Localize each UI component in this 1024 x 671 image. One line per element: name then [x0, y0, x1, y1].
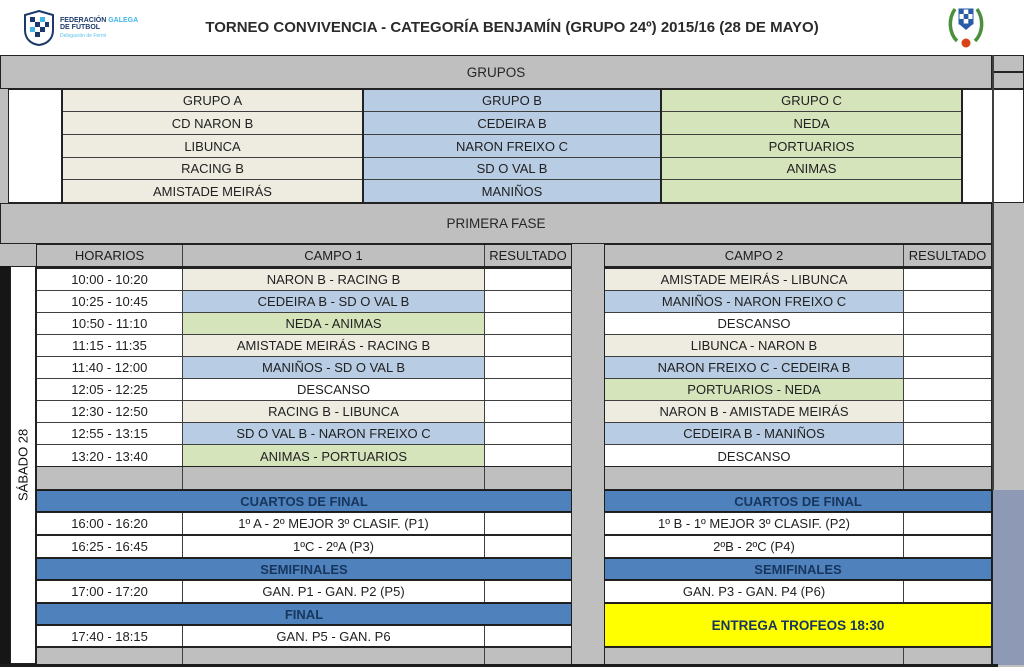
table-row — [605, 445, 991, 467]
empty-cell — [37, 648, 183, 664]
final-label: FINAL — [284, 606, 324, 622]
group-header: GRUPO B — [364, 90, 660, 112]
campo1-schedule-table — [36, 268, 572, 466]
team-cell: PORTUARIOS — [662, 135, 961, 158]
team-cell: LIBUNCA — [63, 135, 362, 158]
resultado-header: RESULTADO — [904, 245, 991, 266]
cuartos-label: CUARTOS DE FINAL — [240, 493, 368, 509]
result-cell — [904, 401, 991, 422]
team-cell: RACING B — [63, 158, 362, 180]
match-cell: NARON B - RACING B — [183, 269, 485, 290]
group-c-column — [661, 89, 962, 203]
result-cell — [904, 291, 991, 312]
team-cell: AMISTADE MEIRÁS — [153, 183, 272, 199]
quarterfinal-row — [604, 535, 992, 558]
result-cell — [904, 379, 991, 400]
result-cell — [485, 581, 571, 602]
semifinales-band-right — [604, 558, 992, 580]
table-row — [37, 291, 571, 313]
day-label: SÁBADO 28 — [10, 266, 36, 664]
match-cell: GAN. P3 - GAN. P4 (P6) — [605, 581, 904, 602]
match-cell: 2ºB - 2ºC (P4) — [605, 536, 904, 557]
wreath-crest-icon — [946, 4, 986, 50]
result-cell — [904, 445, 991, 467]
table-row — [605, 379, 991, 401]
cuartos-label: CUARTOS DE FINAL — [734, 493, 862, 509]
campo2-header: CAMPO 2 — [605, 245, 904, 266]
result-cell — [485, 626, 571, 646]
empty-cell — [183, 648, 485, 664]
horarios-header: HORARIOS — [37, 245, 183, 266]
match-cell: 1º A - 2º MEJOR 3º CLASIF. (P1) — [183, 513, 485, 534]
cuartos-band-left — [36, 490, 572, 512]
bottom-gray-row — [36, 647, 572, 665]
time-cell: 16:25 - 16:45 — [37, 536, 183, 557]
table-row — [605, 313, 991, 335]
time-cell: 17:40 - 18:15 — [37, 626, 183, 646]
match-cell: AMISTADE MEIRÁS - RACING B — [183, 335, 485, 356]
result-cell — [485, 379, 571, 400]
table-row — [605, 423, 991, 445]
cuartos-band-right — [604, 490, 992, 512]
table-row — [37, 401, 571, 423]
empty-cell — [37, 467, 183, 489]
trophy-label: ENTREGA TROFEOS 18:30 — [711, 617, 885, 633]
match-cell: LIBUNCA - NARON B — [605, 335, 904, 356]
day-bar — [0, 266, 10, 667]
result-cell — [904, 335, 991, 356]
match-cell: GAN. P1 - GAN. P2 (P5) — [183, 581, 485, 602]
match-cell: NARON FREIXO C - CEDEIRA B — [605, 357, 904, 378]
table-row — [37, 445, 571, 467]
grupos-band-corner — [992, 55, 1024, 72]
table-row — [37, 357, 571, 379]
match-cell: GAN. P5 - GAN. P6 — [183, 626, 485, 646]
result-cell — [485, 445, 571, 467]
team-cell: CEDEIRA B — [364, 112, 660, 135]
team-cell: NEDA — [662, 112, 961, 135]
match-cell: PORTUARIOS - NEDA — [605, 379, 904, 400]
table-row — [605, 357, 991, 379]
time-cell: 11:15 - 11:35 — [37, 335, 183, 356]
semifinal-row — [604, 580, 992, 603]
result-cell — [485, 401, 571, 422]
empty-cell — [605, 467, 904, 489]
bottom-white-margin — [0, 667, 1024, 671]
grupos-label: GRUPOS — [466, 64, 526, 80]
time-cell: 13:20 - 13:40 — [37, 445, 183, 467]
team-cell: NARON FREIXO C — [364, 135, 660, 158]
semifinales-band-left — [36, 558, 572, 580]
empty-cell — [904, 467, 991, 489]
grupos-section-band — [0, 55, 992, 89]
match-cell: RACING B - LIBUNCA — [183, 401, 485, 422]
table-row — [605, 401, 991, 423]
time-cell: 11:40 - 12:00 — [37, 357, 183, 378]
result-cell — [485, 269, 571, 290]
match-cell: MANIÑOS - NARON FREIXO C — [605, 291, 904, 312]
result-cell — [904, 513, 991, 534]
group-a-column — [62, 89, 363, 203]
semifinales-label: SEMIFINALES — [754, 561, 842, 577]
left-table-header — [36, 244, 572, 268]
empty-cell — [904, 648, 991, 664]
match-cell: 1º B - 1º MEJOR 3º CLASIF. (P2) — [605, 513, 904, 534]
primera-fase-label: PRIMERA FASE — [446, 216, 546, 231]
result-cell — [485, 357, 571, 378]
bottom-gray-row — [604, 647, 992, 665]
campo2-schedule-table — [604, 268, 992, 466]
time-cell: 10:50 - 11:10 — [37, 313, 183, 334]
separator-row — [604, 466, 992, 490]
group-header: GRUPO C — [662, 90, 961, 112]
right-table-header — [604, 244, 992, 268]
result-cell — [485, 536, 571, 557]
result-cell — [904, 313, 991, 334]
match-cell: DESCANSO — [605, 313, 904, 334]
table-row — [37, 269, 571, 291]
table-row — [37, 335, 571, 357]
quarterfinal-row — [36, 535, 572, 558]
table-row — [37, 313, 571, 335]
right-margin-divider — [992, 55, 994, 490]
primera-fase-band — [0, 203, 992, 244]
campo1-header: CAMPO 1 — [183, 245, 485, 266]
result-cell — [485, 423, 571, 444]
match-cell: SD O VAL B - NARON FREIXO C — [183, 423, 485, 444]
team-cell: MANIÑOS — [481, 183, 543, 199]
quarterfinal-row — [36, 512, 572, 535]
header-row — [0, 0, 1024, 55]
semifinal-row — [36, 580, 572, 603]
result-cell — [485, 513, 571, 534]
page-title: TORNEO CONVIVENCIA - CATEGORÍA BENJAMÍN (GRUPO 24º) 2015/16 (28 DE MAYO) — [205, 19, 819, 36]
result-cell — [904, 536, 991, 557]
right-margin-strip — [992, 490, 1024, 665]
match-cell: ANIMAS - PORTUARIOS — [183, 445, 485, 467]
result-cell — [904, 581, 991, 602]
match-cell: DESCANSO — [183, 379, 485, 400]
time-cell: 16:00 - 16:20 — [37, 513, 183, 534]
match-cell: DESCANSO — [605, 445, 904, 467]
match-cell: AMISTADE MEIRÁS - LIBUNCA — [605, 269, 904, 290]
team-cell: CD NARON B — [63, 112, 362, 135]
result-cell — [904, 423, 991, 444]
empty-cell — [605, 648, 904, 664]
team-cell: SD O VAL B — [364, 158, 660, 180]
resultado-header: RESULTADO — [485, 245, 571, 266]
group-header: GRUPO A — [63, 90, 362, 112]
team-cell — [662, 180, 961, 202]
table-row — [605, 291, 991, 313]
team-cell: ANIMAS — [662, 158, 961, 180]
time-cell: 12:55 - 13:15 — [37, 423, 183, 444]
semifinales-label: SEMIFINALES — [260, 561, 348, 577]
time-cell: 12:30 - 12:50 — [37, 401, 183, 422]
result-cell — [904, 357, 991, 378]
time-cell: 10:00 - 10:20 — [37, 269, 183, 290]
final-band — [36, 603, 572, 625]
result-cell — [485, 291, 571, 312]
result-cell — [904, 269, 991, 290]
empty-cell — [485, 648, 571, 664]
groups-left-filler-cell — [8, 89, 62, 203]
empty-cell — [183, 467, 485, 489]
time-cell: 10:25 - 10:45 — [37, 291, 183, 312]
match-cell: NEDA - ANIMAS — [183, 313, 485, 334]
match-cell: MANIÑOS - SD O VAL B — [183, 357, 485, 378]
quarterfinal-row — [604, 512, 992, 535]
empty-cell — [485, 467, 571, 489]
grupos-band-corner — [992, 72, 1024, 89]
match-cell: NARON B - AMISTADE MEIRÁS — [605, 401, 904, 422]
match-cell: 1ºC - 2ºA (P3) — [183, 536, 485, 557]
trophy-ceremony-band — [604, 603, 992, 647]
time-cell: 12:05 - 12:25 — [37, 379, 183, 400]
match-cell: CEDEIRA B - MANIÑOS — [605, 423, 904, 444]
group-b-column — [363, 89, 661, 203]
result-cell — [485, 313, 571, 334]
table-row — [37, 423, 571, 445]
federation-logo-text: FEDERACIÓN GALEGA DE FÚTBOL Delegación de Ferrol — [60, 17, 139, 39]
table-row — [605, 269, 991, 291]
table-row — [37, 379, 571, 401]
time-cell: 17:00 - 17:20 — [37, 581, 183, 602]
match-cell: CEDEIRA B - SD O VAL B — [183, 291, 485, 312]
result-cell — [485, 335, 571, 356]
final-row — [36, 625, 572, 647]
table-row — [605, 335, 991, 357]
separator-row — [36, 466, 572, 490]
